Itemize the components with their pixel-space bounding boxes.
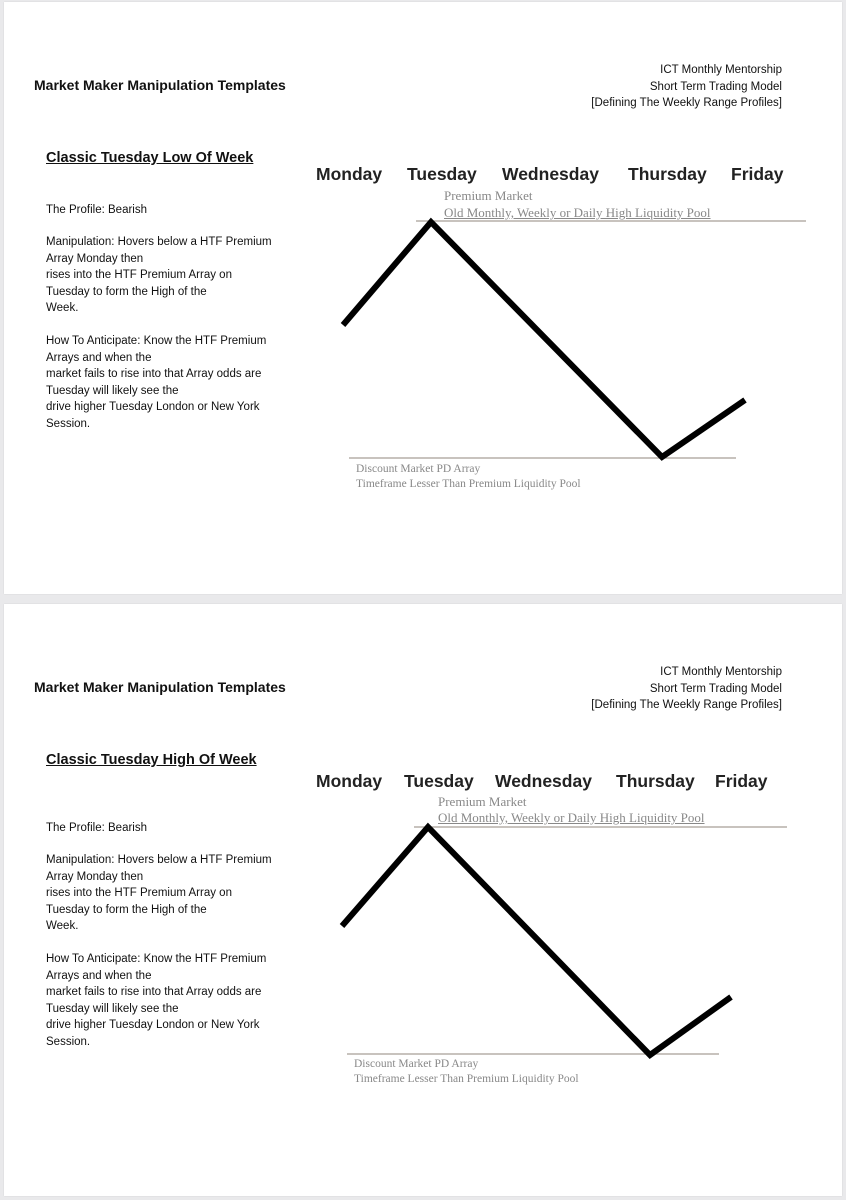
text-line: Array Monday then <box>46 870 144 883</box>
day-label-monday: Monday <box>316 164 383 184</box>
text-line: rises into the HTF Premium Array on <box>46 887 232 899</box>
text-line: How To Anticipate: Know the HTF Premium <box>46 953 267 965</box>
text-line: rises into the HTF Premium Array on <box>46 269 232 281</box>
text-line: How To Anticipate: Know the HTF Premium <box>46 335 267 347</box>
day-label-thursday: Thursday <box>628 164 707 184</box>
day-label-wednesday: Wednesday <box>495 771 592 791</box>
text-line: market fails to rise into that Array odds are <box>46 368 262 380</box>
day-label-thursday: Thursday <box>616 771 695 791</box>
day-label-wednesday: Wednesday <box>502 164 599 184</box>
header-line: Short Term Trading Model <box>649 80 782 93</box>
liquidity-pool-label: Old Monthly, Weekly or Daily High Liquidity Pool <box>438 810 705 825</box>
document-title: Market Maker Manipulation Templates <box>34 679 286 695</box>
document-page-2 <box>4 604 842 1196</box>
day-label-friday: Friday <box>715 771 768 791</box>
section-title: Classic Tuesday Low Of Week <box>46 150 254 166</box>
header-line: [Defining The Weekly Range Profiles] <box>591 97 782 109</box>
text-line: Manipulation: Hovers below a HTF Premium <box>46 236 272 248</box>
text-line: Session. <box>46 1035 91 1048</box>
discount-label: Discount Market PD Array <box>356 463 481 475</box>
day-label-tuesday: Tuesday <box>407 164 477 184</box>
text-line: Manipulation: Hovers below a HTF Premium <box>46 854 272 866</box>
text-line: Array Monday then <box>46 252 144 265</box>
text-line: Tuesday will likely see the <box>46 1002 179 1015</box>
premium-label: Premium Market <box>444 188 533 203</box>
text-line: Tuesday to form the High of the <box>46 285 207 298</box>
text-line: Week. <box>46 302 79 314</box>
price-path-line <box>343 222 745 457</box>
header-line: Short Term Trading Model <box>649 682 782 695</box>
text-line: Arrays and when the <box>46 351 152 364</box>
day-label-friday: Friday <box>731 164 784 184</box>
text-line: Tuesday to form the High of the <box>46 903 207 916</box>
section-title: Classic Tuesday High Of Week <box>46 752 257 768</box>
weekly-profile-chart <box>4 2 842 594</box>
header-line: ICT Monthly Mentorship <box>660 666 782 678</box>
weekly-profile-chart <box>4 604 842 1196</box>
header-line: ICT Monthly Mentorship <box>660 64 782 76</box>
price-path-line <box>342 827 731 1055</box>
text-line: Week. <box>46 920 79 932</box>
discount-sub-label: Timeframe Lesser Than Premium Liquidity Pool <box>356 478 581 490</box>
profile-text: The Profile: Bearish <box>46 822 147 834</box>
document-title: Market Maker Manipulation Templates <box>34 77 286 93</box>
text-line: Arrays and when the <box>46 969 152 982</box>
discount-sub-label: Timeframe Lesser Than Premium Liquidity Pool <box>354 1073 579 1085</box>
text-line: market fails to rise into that Array odds are <box>46 986 262 998</box>
document-page-1 <box>4 2 842 594</box>
day-label-monday: Monday <box>316 771 383 791</box>
header-line: [Defining The Weekly Range Profiles] <box>591 699 782 711</box>
text-line: Session. <box>46 417 91 430</box>
liquidity-pool-label: Old Monthly, Weekly or Daily High Liquidity Pool <box>444 205 711 220</box>
discount-label: Discount Market PD Array <box>354 1058 479 1070</box>
day-label-tuesday: Tuesday <box>404 771 474 791</box>
text-line: drive higher Tuesday London or New York <box>46 1019 260 1031</box>
profile-text: The Profile: Bearish <box>46 204 147 216</box>
text-line: Tuesday will likely see the <box>46 384 179 397</box>
premium-label: Premium Market <box>438 794 527 809</box>
text-line: drive higher Tuesday London or New York <box>46 401 260 413</box>
